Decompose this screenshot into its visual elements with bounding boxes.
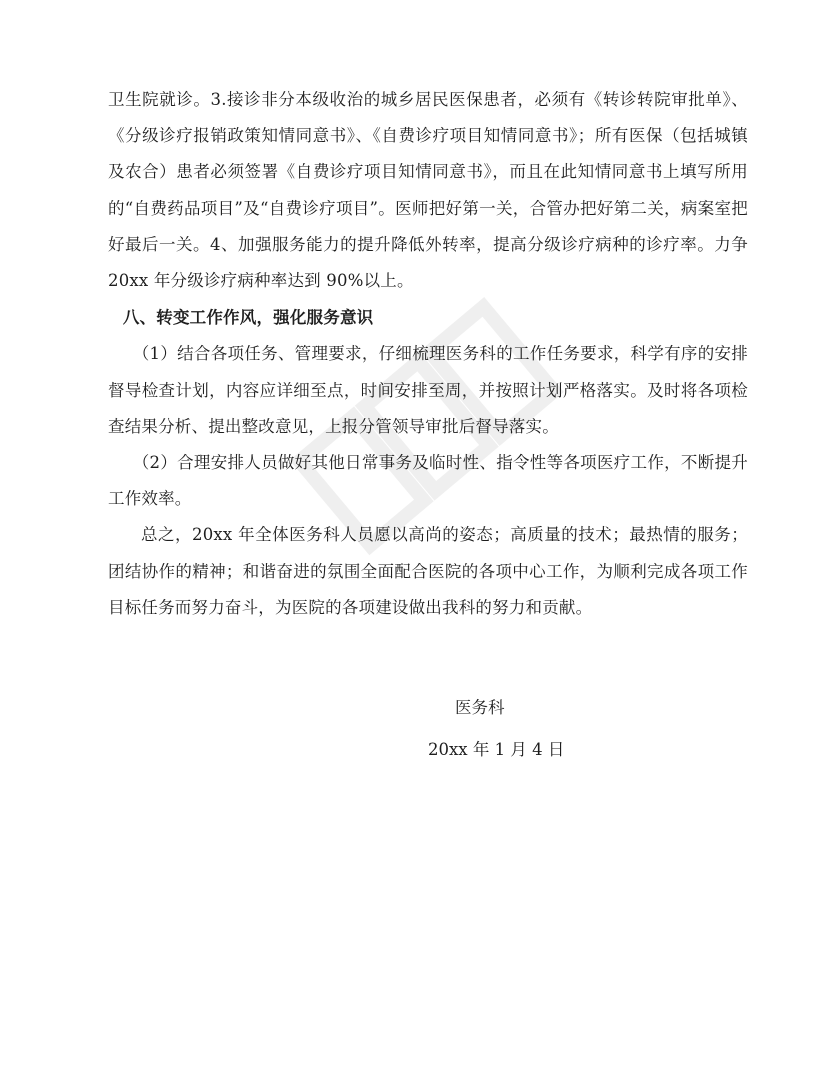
signature-date: 20xx 年 1 月 4 日	[428, 740, 565, 759]
signature-department: 医务科	[455, 698, 505, 717]
section-heading-8: 八、转变工作作风，强化服务意识	[122, 308, 374, 328]
paragraph-summary: 总之，20xx 年全体医务科人员愿以高尚的姿态；高质量的技术；最热情的服务；团结协作的精神；和谐奋进的氛围全面配合医院的各项中心工作，为顺利完成各项工作目标任务而努力奋斗，为医院的各项建设做出我科的努力和贡献。	[108, 525, 748, 617]
paragraph-item-1: （1）结合各项任务、管理要求，仔细梳理医务科的工作任务要求，科学有序的安排督导检查计划，内容应详细至点，时间安排至周，并按照计划严格落实。及时将各项检查结果分析、提出整改意见，上报分管领导审批后督导落实。	[108, 344, 748, 436]
paragraph-referral-rules: 卫生院就诊。3.接诊非分本级收治的城乡居民医保患者，必须有《转诊转院审批单》、《分级诊疗报销政策知情同意书》、《自费诊疗项目知情同意书》；所有医保（包括城镇及农合）患者必须签署《自费诊疗项目知情同意书》，而且在此知情同意书上填写所用的“自费药品项目”及“自费诊疗项目”。医师把好第一关，合管办把好第二关，病案室把好最后一关。4、加强服务能力的提升降低外转率，提高分级诊疗病种的诊疗率。力争 20xx 年分级诊疗病种率达到 90%以上。	[108, 90, 748, 291]
paragraph-item-2: （2）合理安排人员做好其他日常事务及临时性、指令性等各项医疗工作，不断提升工作效率。	[108, 453, 748, 509]
document-body	[108, 82, 748, 626]
